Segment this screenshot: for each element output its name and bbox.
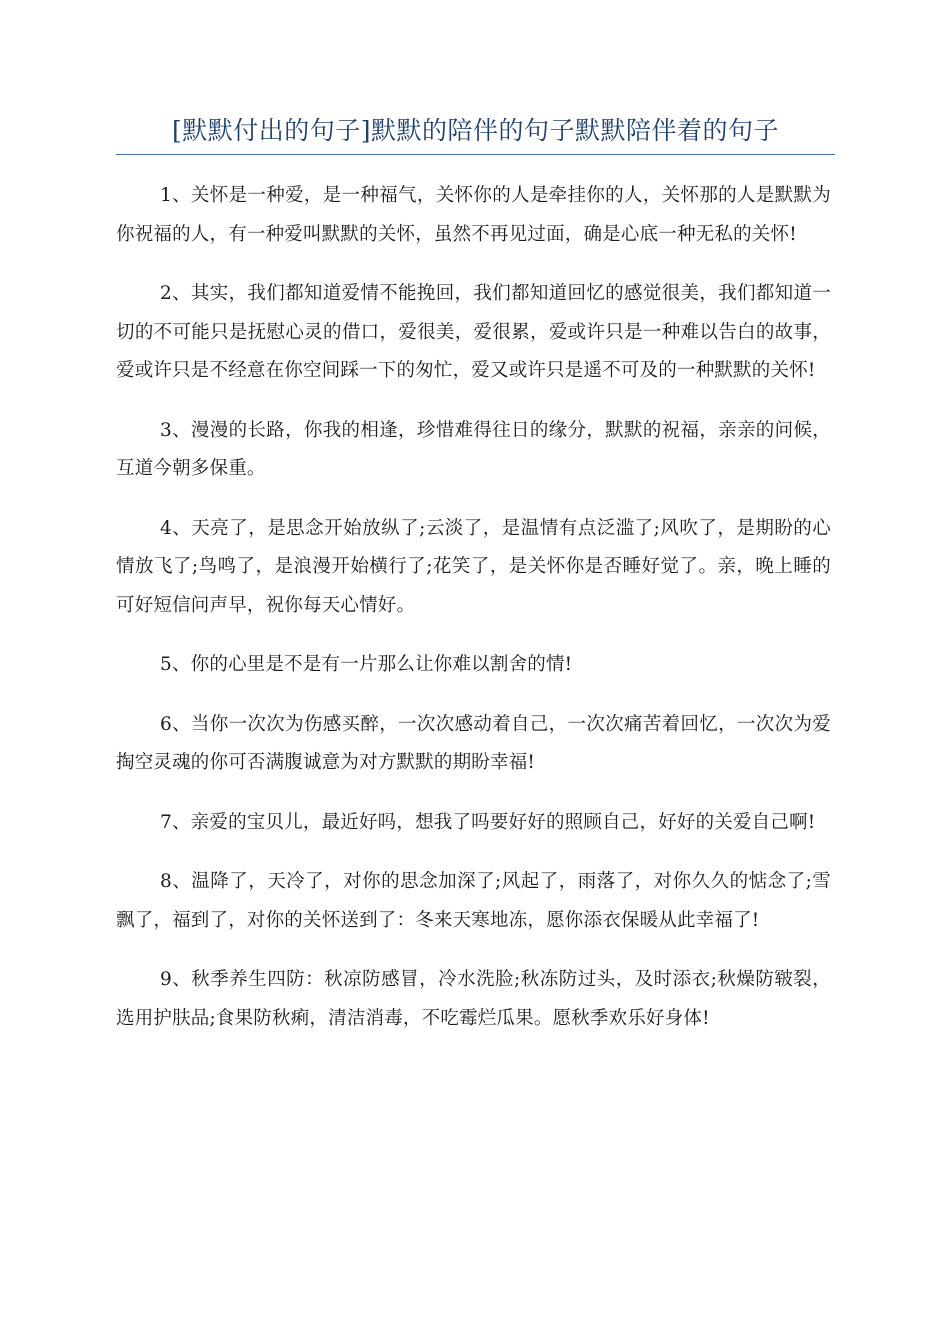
paragraph-1: 1、关怀是一种爱，是一种福气，关怀你的人是牵挂你的人，关怀那的人是默默为你祝福的人，有一种爱叫默默的关怀，虽然不再见过面，确是心底一种无私的关怀!	[116, 185, 831, 245]
paragraph-6: 6、当你一次次为伤感买醉，一次次感动着自己，一次次痛苦着回忆，一次次为爱掏空灵魂的你可否满腹诚意为对方默默的期盼幸福!	[116, 713, 831, 773]
document-body	[116, 177, 831, 1059]
paragraph-8: 8、温降了，天冷了，对你的思念加深了;风起了，雨落了，对你久久的惦念了;雪飘了，福到了，对你的关怀送到了：冬来天寒地冻，愿你添衣保暖从此幸福了!	[116, 871, 831, 931]
paragraph-7: 7、亲爱的宝贝儿，最近好吗，想我了吗要好好的照顾自己，好好的关爱自己啊!	[160, 811, 816, 833]
title-underline	[116, 154, 835, 155]
paragraph-4: 4、天亮了，是思念开始放纵了;云淡了，是温情有点泛滥了;风吹了，是期盼的心情放飞了;鸟鸣了，是浪漫开始横行了;花笑了，是关怀你是否睡好觉了。亲，晚上睡的可好短信问声早，祝你每天心情好。	[116, 517, 831, 616]
document-title: [默默付出的句子]默默的陪伴的句子默默陪伴着的句子	[171, 116, 779, 145]
paragraph-3: 3、漫漫的长路，你我的相逢，珍惜难得往日的缘分，默默的祝福，亲亲的问候，互道今朝多保重。	[116, 419, 831, 479]
paragraph-5: 5、你的心里是不是有一片那么让你难以割舍的情!	[160, 654, 573, 675]
paragraph-2: 2、其实，我们都知道爱情不能挽回，我们都知道回忆的感觉很美，我们都知道一切的不可能只是抚慰心灵的借口，爱很美，爱很累，爱或许只是一种难以告白的故事，爱或许只是不经意在你空间踩一下的匆忙，爱又或许只是遥不可及的一种默默的关怀!	[116, 283, 831, 381]
paragraph-9: 9、秋季养生四防：秋凉防感冒，冷水洗脸;秋冻防过头，及时添衣;秋燥防皲裂，选用护肤品;食果防秋痢，清洁消毒，不吃霉烂瓜果。愿秋季欢乐好身体!	[116, 969, 831, 1029]
